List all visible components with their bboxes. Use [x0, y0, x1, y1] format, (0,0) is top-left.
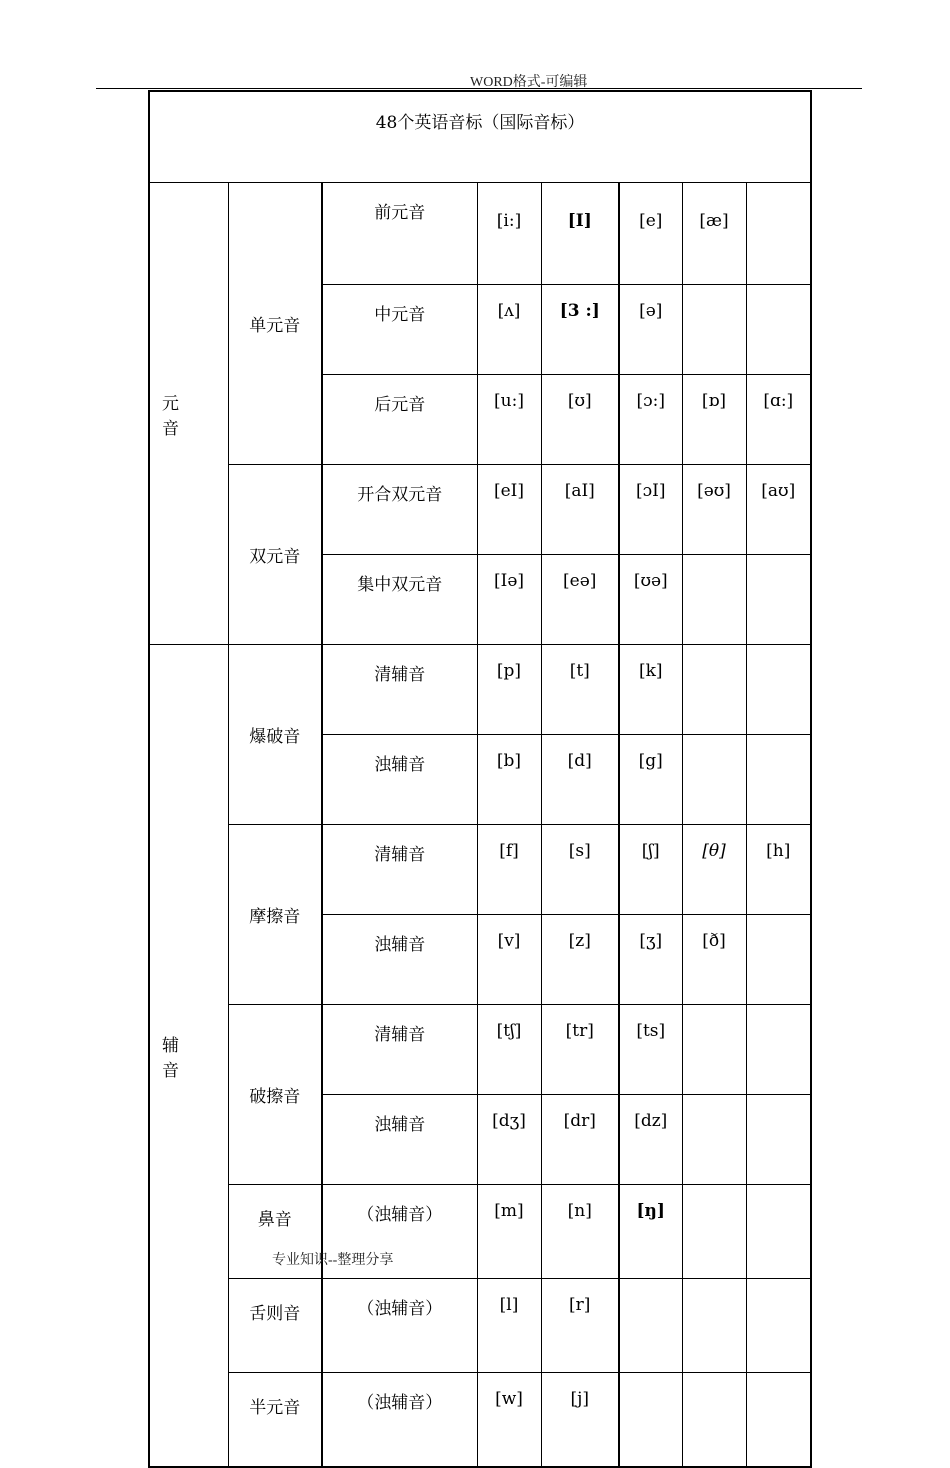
ipa-symbol — [619, 1373, 682, 1468]
semivowels-label: 半元音 — [228, 1373, 322, 1468]
ipa-symbol — [682, 1095, 746, 1185]
ipa-symbol — [746, 1279, 811, 1373]
fricatives-label: 摩擦音 — [228, 825, 322, 1005]
ipa-symbol: [m] — [477, 1185, 541, 1279]
ipa-symbol — [746, 735, 811, 825]
consonant-type: 清辅音 — [322, 1005, 477, 1095]
ipa-symbol — [682, 555, 746, 645]
ipa-symbol: [tʃ] — [477, 1005, 541, 1095]
nasals-label: 鼻音 — [228, 1185, 322, 1279]
ipa-symbol — [682, 735, 746, 825]
consonants-category: 辅音 — [149, 645, 228, 1468]
consonant-type: 浊辅音 — [322, 1095, 477, 1185]
ipa-symbol: [ʌ] — [477, 285, 541, 375]
monophthongs-label: 单元音 — [228, 183, 322, 465]
vowels-category: 元音 — [149, 183, 228, 645]
ipa-symbol: [θ] — [682, 825, 746, 915]
ipa-symbol: [ʊə] — [619, 555, 682, 645]
ipa-symbol — [682, 1005, 746, 1095]
laterals-label: 舌则音 — [228, 1279, 322, 1373]
affricates-label: 破擦音 — [228, 1005, 322, 1185]
ipa-symbol: [æ] — [682, 183, 746, 285]
ipa-symbol: [v] — [477, 915, 541, 1005]
ipa-symbol: [d] — [541, 735, 619, 825]
ipa-symbol: [ə] — [619, 285, 682, 375]
ipa-symbol: [Iə] — [477, 555, 541, 645]
ipa-symbol: [n] — [541, 1185, 619, 1279]
consonant-type: 清辅音 — [322, 825, 477, 915]
ipa-symbol — [619, 1279, 682, 1373]
ipa-symbol — [746, 1095, 811, 1185]
ipa-symbol: [l] — [477, 1279, 541, 1373]
ipa-symbol: [aI] — [541, 465, 619, 555]
ipa-symbol: [ŋ] — [619, 1185, 682, 1279]
ipa-symbol — [746, 183, 811, 285]
ipa-symbol: [e] — [619, 183, 682, 285]
ipa-symbol — [746, 285, 811, 375]
ipa-symbol: [əʊ] — [682, 465, 746, 555]
ipa-symbol: [eə] — [541, 555, 619, 645]
ipa-symbol — [682, 645, 746, 735]
ipa-symbol: [j] — [541, 1373, 619, 1468]
ipa-symbol: [z] — [541, 915, 619, 1005]
ipa-symbol: [ʃ] — [619, 825, 682, 915]
vowel-type: 后元音 — [322, 375, 477, 465]
ipa-symbol: [ʊ] — [541, 375, 619, 465]
ipa-symbol: [3 :] — [541, 285, 619, 375]
vowel-type: 集中双元音 — [322, 555, 477, 645]
ipa-symbol: [aʊ] — [746, 465, 811, 555]
consonant-type: 清辅音 — [322, 645, 477, 735]
ipa-symbol: [ts] — [619, 1005, 682, 1095]
consonant-type: （浊辅音） — [322, 1373, 477, 1468]
ipa-symbol: [g] — [619, 735, 682, 825]
ipa-symbol: [ð] — [682, 915, 746, 1005]
ipa-symbol: [eI] — [477, 465, 541, 555]
consonant-type: （浊辅音） — [322, 1185, 477, 1279]
page-header: WORD格式-可编辑 — [470, 75, 588, 90]
ipa-symbol: [r] — [541, 1279, 619, 1373]
header-rule — [96, 88, 862, 89]
consonant-type: （浊辅音） — [322, 1279, 477, 1373]
ipa-symbol — [746, 915, 811, 1005]
ipa-symbol — [746, 1185, 811, 1279]
ipa-symbol: [w] — [477, 1373, 541, 1468]
ipa-symbol: [ɒ] — [682, 375, 746, 465]
ipa-symbol: [h] — [746, 825, 811, 915]
consonant-type: 浊辅音 — [322, 735, 477, 825]
consonant-type: 浊辅音 — [322, 915, 477, 1005]
ipa-symbol: [s] — [541, 825, 619, 915]
ipa-symbol: [b] — [477, 735, 541, 825]
vowel-type: 前元音 — [322, 183, 477, 285]
ipa-symbol: [ɔ:] — [619, 375, 682, 465]
ipa-symbol — [746, 555, 811, 645]
diphthongs-label: 双元音 — [228, 465, 322, 645]
ipa-symbol — [746, 1005, 811, 1095]
vowel-type: 开合双元音 — [322, 465, 477, 555]
ipa-symbol — [682, 1279, 746, 1373]
table-title: 48个英语音标（国际音标） — [149, 91, 811, 183]
vowel-type: 中元音 — [322, 285, 477, 375]
ipa-symbol: [dr] — [541, 1095, 619, 1185]
ipa-symbol: [dz] — [619, 1095, 682, 1185]
ipa-symbol: [p] — [477, 645, 541, 735]
ipa-symbol: [ʒ] — [619, 915, 682, 1005]
ipa-symbol: [f] — [477, 825, 541, 915]
ipa-symbol: [i:] — [477, 183, 541, 285]
ipa-table — [148, 90, 812, 1468]
ipa-symbol — [746, 645, 811, 735]
ipa-symbol — [682, 1373, 746, 1468]
page-footer: 专业知识--整理分享 — [272, 1253, 394, 1268]
ipa-symbol: [ɑ:] — [746, 375, 811, 465]
ipa-symbol: [tr] — [541, 1005, 619, 1095]
ipa-symbol — [746, 1373, 811, 1468]
plosives-label: 爆破音 — [228, 645, 322, 825]
ipa-symbol: [u:] — [477, 375, 541, 465]
ipa-symbol: [k] — [619, 645, 682, 735]
ipa-symbol: [I] — [541, 183, 619, 285]
ipa-symbol: [ɔI] — [619, 465, 682, 555]
ipa-symbol — [682, 1185, 746, 1279]
ipa-symbol: [t] — [541, 645, 619, 735]
ipa-symbol: [dʒ] — [477, 1095, 541, 1185]
ipa-symbol — [682, 285, 746, 375]
